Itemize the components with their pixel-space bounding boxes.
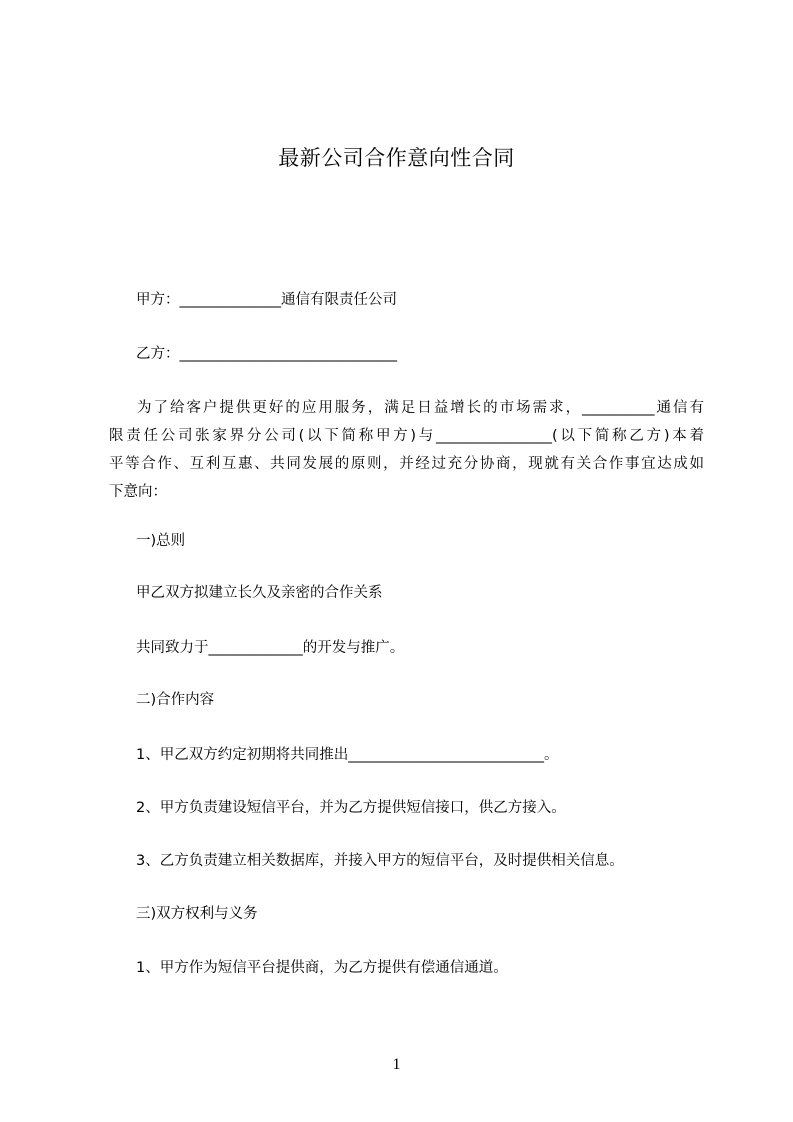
section-item: 2、甲方负责建设短信平台，并为乙方提供短信接口，供乙方接入。	[136, 800, 566, 816]
section-text: 甲乙双方拟建立长久及亲密的合作关系	[136, 585, 383, 601]
intro-row: 限责任公司张家界分公司(以下简称甲方)与________________(以下简称乙方)本着	[109, 428, 704, 444]
party-a-line: 甲方：______________通信有限责任公司	[136, 292, 397, 308]
intro-row: 平等合作、互利互惠、共同发展的原则，并经过充分协商，现就有关合作事宜达成如	[109, 456, 704, 472]
section-item: 3、乙方负责建立相关数据库，并接入甲方的短信平台，及时提供相关信息。	[136, 853, 624, 869]
section-item: 1、甲乙双方约定初期将共同推出___________________________。	[136, 747, 559, 763]
intro-row: 为了给客户提供更好的应用服务，满足日益增长的市场需求，__________通信有	[137, 400, 704, 416]
party-b-line: 乙方：______________________________	[136, 346, 397, 362]
document-title: 最新公司合作意向性合同	[278, 146, 515, 170]
section-item: 1、甲方作为短信平台提供商，为乙方提供有偿通信通道。	[136, 960, 508, 976]
section-heading: 三)双方权利与义务	[136, 906, 258, 922]
intro-paragraph	[109, 394, 704, 506]
intro-row: 下意向：	[109, 484, 167, 500]
page-number: 1	[392, 1056, 401, 1073]
section-heading: 一)总则	[136, 533, 186, 549]
section-heading: 二)合作内容	[136, 692, 215, 708]
section-text: 共同致力于_____________的开发与推广。	[136, 640, 405, 656]
